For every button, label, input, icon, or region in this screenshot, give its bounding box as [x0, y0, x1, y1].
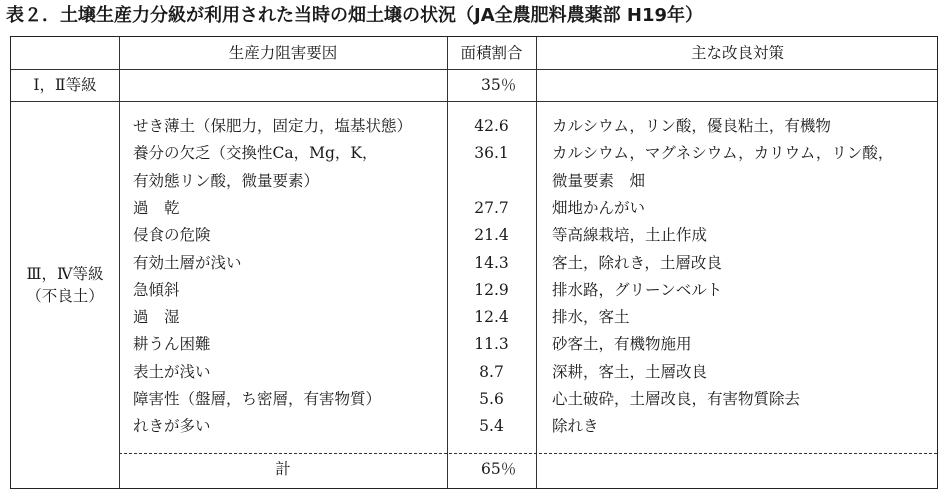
- row-measure: 排水，客土: [552, 308, 630, 327]
- col-divider-1: [119, 37, 120, 488]
- row-measure: 心土破砕，土層改良，有害物質除去: [552, 390, 801, 408]
- row-measure: 除れき: [552, 417, 599, 436]
- row-factor: 侵食の危険: [133, 226, 211, 245]
- row-measure: 砂客土，有機物施用: [552, 335, 692, 354]
- row-measure: 畑地かんがい: [552, 198, 646, 217]
- grade34-label-line1: Ⅲ，Ⅳ等級: [26, 265, 104, 283]
- row-ratio: 14.3: [474, 253, 509, 272]
- grade12-label: Ⅰ，Ⅱ等級: [33, 76, 97, 94]
- row-factor: れきが多い: [133, 417, 211, 436]
- row-ratio: 36.1: [474, 144, 509, 163]
- row-factor: 急傾斜: [133, 280, 180, 299]
- row-ratio: 5.6: [479, 390, 504, 408]
- total-label: 計: [275, 460, 291, 478]
- soil-status-table: [10, 36, 938, 489]
- row-factor: 有効態リン酸，微量要素）: [133, 171, 320, 190]
- header-measure: 主な改良対策: [690, 44, 784, 62]
- row-measure: 微量要素 畑: [552, 171, 646, 190]
- row-measure: 等高線栽培，土止作成: [552, 226, 708, 245]
- row-factor: せき薄土（保肥力，固定力，塩基状態）: [133, 117, 413, 135]
- row-ratio: 11.3: [474, 335, 509, 354]
- col-divider-3: [536, 37, 537, 488]
- row-ratio: 8.7: [479, 362, 504, 381]
- row-measure: 客土，除れき，土層改良: [552, 253, 722, 272]
- row-ratio: 12.9: [474, 280, 509, 299]
- total-separator: [119, 453, 937, 454]
- grade12-ratio: 35％: [481, 76, 517, 94]
- row-measure: カルシウム，マグネシウム，カリウム，リン酸，: [552, 144, 894, 163]
- row-measure: 排水路，グリーンベルト: [552, 280, 723, 299]
- row-ratio: 42.6: [474, 117, 509, 135]
- row-factor: 障害性（盤層，ち密層，有害物質）: [133, 390, 382, 408]
- grade12-divider: [11, 101, 937, 102]
- row-factor: 過 乾: [133, 198, 180, 217]
- row-factor: 表土が浅い: [133, 362, 211, 381]
- header-ratio: 面積割合: [460, 44, 523, 62]
- row-factor: 有効土層が浅い: [133, 253, 242, 272]
- row-factor: 過 湿: [133, 308, 180, 327]
- table-title: 表２．土壌生産力分級が利用された当時の畑土壌の状況（JA全農肥料農薬部 H19年）: [6, 5, 704, 26]
- row-ratio: 5.4: [479, 417, 504, 436]
- grade34-label: [11, 263, 119, 307]
- row-ratio: 27.7: [474, 198, 509, 217]
- grade34-label-line2: （不良土）: [26, 287, 104, 305]
- total-ratio: 65％: [481, 460, 517, 478]
- row-factor: 養分の欠乏（交換性Ca，Mg，K，: [133, 144, 378, 163]
- header-factor: 生産力阻害要因: [228, 44, 338, 62]
- row-ratio: 12.4: [474, 308, 509, 327]
- row-measure: 深耕，客土，土層改良: [552, 362, 708, 381]
- header-divider: [11, 69, 937, 70]
- row-factor: 耕うん困難: [133, 335, 211, 354]
- row-measure: カルシウム，リン酸，優良粘土，有機物: [552, 117, 831, 135]
- row-ratio: 21.4: [474, 226, 509, 245]
